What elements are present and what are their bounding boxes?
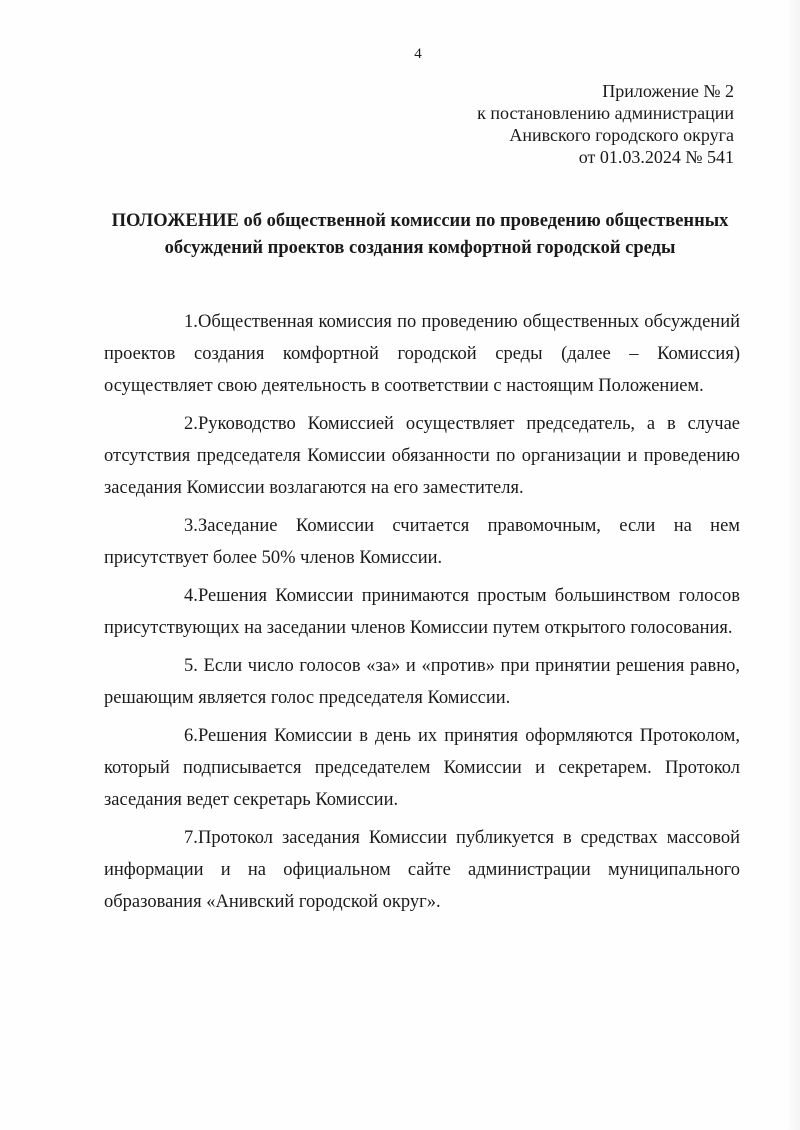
paragraph-4 (104, 580, 740, 644)
paragraph-number: 2. (184, 414, 198, 434)
paragraph-6 (104, 720, 740, 816)
paragraph-1 (104, 306, 740, 402)
paragraph-7 (104, 822, 740, 918)
paragraph-number: 5. (184, 656, 198, 676)
paragraph-text: Решения Комиссии принимаются простым большинством голосов присутствующих на заседании членов Комиссии путем открытого голосования. (104, 586, 740, 638)
appendix-line-1: Приложение № 2 (602, 81, 734, 101)
appendix-line-2: к постановлению администрации (477, 103, 734, 123)
paragraph-text: Общественная комиссия по проведению общественных обсуждений проектов создания комфортной городской среды (далее – Комиссия) осуществляет свою деятельность в соответствии с настоящим Положением. (104, 312, 740, 396)
paragraph-5 (104, 650, 740, 714)
paragraph-number: 1. (184, 312, 198, 332)
appendix-line-3: Анивского городского округа (509, 125, 734, 145)
paragraph-text: Руководство Комиссией осуществляет председатель, а в случае отсутствия председателя Комиссии обязанности по организации и проведению заседания Комиссии возлагаются на его заместителя. (104, 414, 740, 498)
paragraph-number: 7. (184, 828, 198, 848)
paragraph-number: 6. (184, 726, 198, 746)
page-number: 4 (414, 46, 422, 62)
document-body (104, 306, 740, 924)
paragraph-number: 4. (184, 586, 198, 606)
document-title: ПОЛОЖЕНИЕ об общественной комиссии по проведению общественных обсуждений проектов создания комфортной городской среды (111, 211, 729, 258)
appendix-header (477, 80, 734, 168)
paragraph-number: 3. (184, 516, 198, 536)
paragraph-2 (104, 408, 740, 504)
scan-edge-shadow (786, 0, 800, 1130)
paragraph-3 (104, 510, 740, 574)
paragraph-text: Решения Комиссии в день их принятия оформляются Протоколом, который подписывается председателем Комиссии и секретарем. Протокол заседания ведет секретарь Комиссии. (104, 726, 740, 810)
paragraph-text: Заседание Комиссии считается правомочным, если на нем присутствует более 50% членов Комиссии. (104, 516, 740, 568)
paragraph-text: Протокол заседания Комиссии публикуется в средствах массовой информации и на официальном сайте администрации муниципального образования «Анивский городской округ». (104, 828, 740, 912)
paragraph-text: Если число голосов «за» и «против» при принятии решения равно, решающим является голос председателя Комиссии. (104, 656, 740, 708)
appendix-line-4: от 01.03.2024 № 541 (578, 147, 734, 167)
